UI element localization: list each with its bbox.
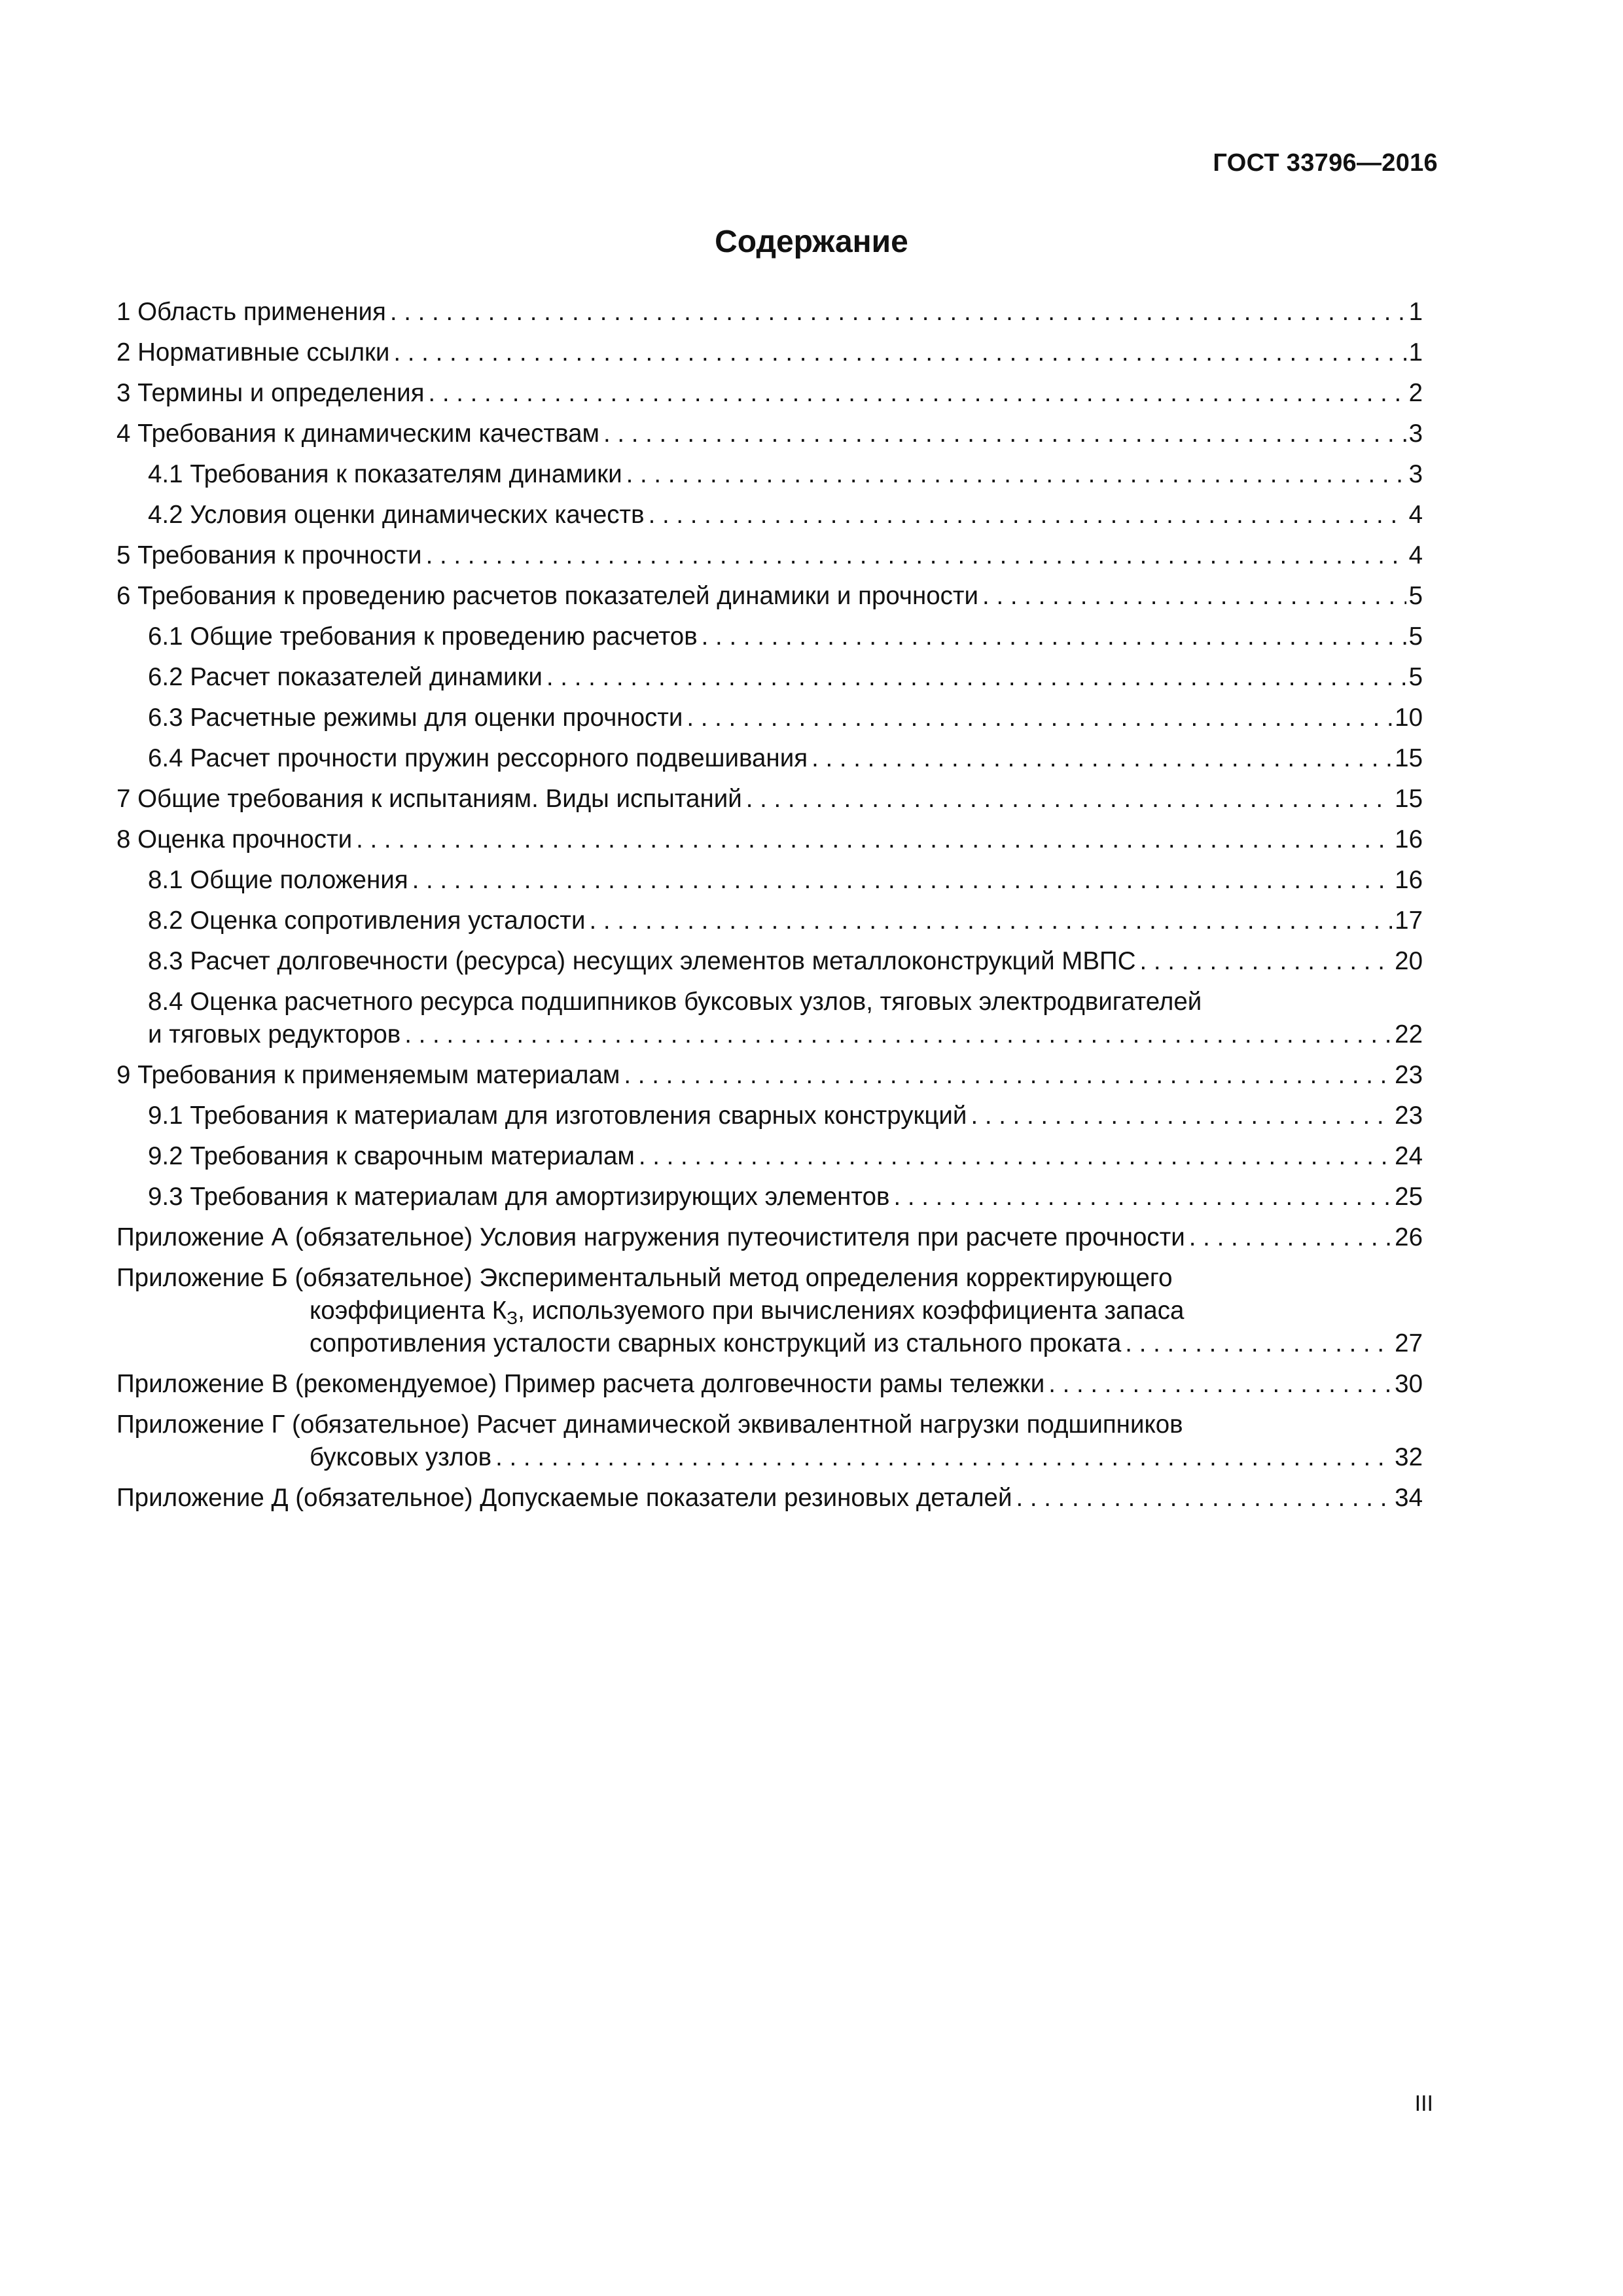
toc-appendix-entry[interactable] — [116, 1408, 1423, 1474]
leader-dots — [589, 905, 1392, 937]
toc-entry-page: 15 — [1395, 744, 1423, 772]
toc-entry-page: 30 — [1395, 1370, 1423, 1398]
leader-dots — [1048, 1368, 1392, 1401]
toc-entry-page: 25 — [1395, 1183, 1423, 1211]
toc-entry-text: 4.1 Требования к показателям динамики — [148, 460, 622, 488]
toc-entry[interactable] — [116, 377, 1423, 410]
toc-entry-text: 9 Требования к применяемым материалам — [116, 1061, 620, 1089]
toc-subentry[interactable] — [116, 1181, 1423, 1213]
toc-entry[interactable] — [116, 539, 1423, 572]
toc-entry-page: 17 — [1395, 906, 1423, 935]
leader-dots — [390, 296, 1406, 329]
document-code: ГОСТ 33796—2016 — [1213, 149, 1438, 177]
toc-entry-text: 8.1 Общие положения — [148, 866, 408, 894]
toc-subentry[interactable] — [116, 905, 1423, 937]
toc-entry[interactable] — [116, 783, 1423, 816]
toc-entry-text-cont: буксовых узлов — [310, 1443, 492, 1471]
toc-entry-text: 4 Требования к динамическим качествам — [116, 420, 599, 448]
toc-appendix-entry[interactable] — [116, 1262, 1423, 1360]
toc-entry[interactable] — [116, 1059, 1423, 1092]
toc-entry-page: 4 — [1408, 541, 1423, 569]
toc-entry-text-cont — [116, 1295, 1423, 1327]
toc-entry[interactable] — [116, 296, 1423, 329]
leader-dots — [1140, 945, 1393, 978]
toc-subentry[interactable] — [116, 1100, 1423, 1132]
toc-entry-text: 3 Термины и определения — [116, 379, 425, 407]
toc-entry-text: Приложение В (рекомендуемое) Пример расчета долговечности рамы тележки — [116, 1370, 1045, 1398]
toc-entry-page: 1 — [1408, 338, 1423, 367]
toc-entry-text: 8.3 Расчет долговечности (ресурса) несущих элементов металлоконструкций МВПС — [148, 947, 1136, 975]
toc-entry[interactable] — [116, 823, 1423, 856]
leader-dots — [393, 336, 1406, 369]
toc-entry-page: 32 — [1395, 1443, 1423, 1471]
toc-entry-page: 3 — [1408, 420, 1423, 448]
toc-entry-text: 6 Требования к проведению расчетов показателей динамики и прочности — [116, 582, 979, 610]
toc-entry[interactable] — [116, 580, 1423, 613]
toc-entry-text: 1 Область применения — [116, 298, 386, 326]
leader-dots — [1189, 1221, 1392, 1254]
coefficient-label: коэффициента К — [310, 1297, 507, 1325]
toc-entry-text: Приложение Г (обязательное) Расчет динамической эквивалентной нагрузки подшипников — [116, 1410, 1183, 1439]
toc-entry-page: 16 — [1395, 825, 1423, 853]
toc-entry-text: 5 Требования к прочности — [116, 541, 422, 569]
toc-appendix-entry[interactable] — [116, 1482, 1423, 1515]
toc-subentry[interactable] — [116, 661, 1423, 694]
leader-dots — [546, 661, 1406, 694]
toc-entry-page: 5 — [1408, 622, 1423, 651]
toc-entry-text: 8.4 Оценка расчетного ресурса подшипников буксовых узлов, тяговых электродвигателей — [148, 988, 1202, 1016]
table-of-contents — [116, 296, 1423, 1522]
leader-dots — [404, 1018, 1392, 1051]
toc-entry[interactable] — [116, 336, 1423, 369]
leader-dots — [971, 1100, 1392, 1132]
toc-entry-text: 9.3 Требования к материалам для амортизирующих элементов — [148, 1183, 890, 1211]
toc-appendix-entry[interactable] — [116, 1368, 1423, 1401]
leader-dots — [426, 539, 1406, 572]
leader-dots — [1016, 1482, 1392, 1515]
toc-entry-page: 34 — [1395, 1484, 1423, 1512]
leader-dots — [702, 620, 1406, 653]
toc-entry-page: 26 — [1395, 1223, 1423, 1251]
toc-entry-page: 16 — [1395, 866, 1423, 894]
leader-dots — [982, 580, 1406, 613]
toc-subentry[interactable] — [116, 499, 1423, 531]
leader-dots — [428, 377, 1406, 410]
toc-entry-text: 7 Общие требования к испытаниям. Виды испытаний — [116, 785, 742, 813]
toc-entry-page: 5 — [1408, 663, 1423, 691]
leader-dots — [893, 1181, 1392, 1213]
toc-entry-text-cont: и тяговых редукторов — [148, 1020, 401, 1049]
leader-dots — [1125, 1327, 1392, 1360]
toc-subentry[interactable] — [116, 864, 1423, 897]
toc-entry-text: 6.3 Расчетные режимы для оценки прочности — [148, 704, 683, 732]
toc-subentry[interactable] — [116, 945, 1423, 978]
toc-entry-text-cont-rest: , используемого при вычислениях коэффициента запаса — [518, 1297, 1185, 1325]
leader-dots — [687, 702, 1392, 734]
toc-entry-text: 6.2 Расчет показателей динамики — [148, 663, 543, 691]
toc-entry-page: 5 — [1408, 582, 1423, 610]
leader-dots — [812, 742, 1392, 775]
leader-dots — [746, 783, 1392, 816]
toc-entry-text: 9.2 Требования к сварочным материалам — [148, 1142, 635, 1170]
toc-entry-text: 6.1 Общие требования к проведению расчетов — [148, 622, 698, 651]
leader-dots — [649, 499, 1406, 531]
toc-title: Содержание — [715, 224, 908, 259]
toc-entry-page: 15 — [1395, 785, 1423, 813]
leader-dots — [412, 864, 1393, 897]
coefficient-subscript: З — [507, 1308, 518, 1328]
leader-dots — [495, 1441, 1392, 1474]
toc-entry-page: 22 — [1395, 1020, 1423, 1049]
toc-entry-page: 1 — [1408, 298, 1423, 326]
toc-entry-text: Приложение А (обязательное) Условия нагружения путеочистителя при расчете прочности — [116, 1223, 1185, 1251]
toc-entry-text: 8.2 Оценка сопротивления усталости — [148, 906, 586, 935]
toc-entry-page: 24 — [1395, 1142, 1423, 1170]
toc-entry-text: 2 Нормативные ссылки — [116, 338, 390, 367]
toc-entry-text: 9.1 Требования к материалам для изготовления сварных конструкций — [148, 1102, 967, 1130]
toc-subentry[interactable] — [116, 1140, 1423, 1173]
toc-subentry[interactable] — [116, 986, 1423, 1051]
toc-subentry[interactable] — [116, 742, 1423, 775]
leader-dots — [624, 1059, 1392, 1092]
toc-entry-page: 2 — [1408, 379, 1423, 407]
toc-subentry[interactable] — [116, 458, 1423, 491]
leader-dots — [603, 418, 1406, 450]
leader-dots — [626, 458, 1406, 491]
toc-entry-text: 6.4 Расчет прочности пружин рессорного подвешивания — [148, 744, 808, 772]
toc-entry[interactable] — [116, 418, 1423, 450]
toc-entry-text: Приложение Б (обязательное) Экспериментальный метод определения корректирующего — [116, 1264, 1173, 1292]
toc-entry-page: 4 — [1408, 501, 1423, 529]
toc-entry-page: 3 — [1408, 460, 1423, 488]
toc-entry-text-cont: сопротивления усталости сварных конструкций из стального проката — [310, 1329, 1122, 1357]
toc-entry-text: Приложение Д (обязательное) Допускаемые показатели резиновых деталей — [116, 1484, 1012, 1512]
toc-entry-text: 8 Оценка прочности — [116, 825, 353, 853]
toc-entry-page: 20 — [1395, 947, 1423, 975]
toc-appendix-entry[interactable] — [116, 1221, 1423, 1254]
leader-dots — [356, 823, 1392, 856]
leader-dots — [639, 1140, 1392, 1173]
toc-entry-page: 23 — [1395, 1061, 1423, 1089]
toc-entry-text: 4.2 Условия оценки динамических качеств — [148, 501, 645, 529]
toc-subentry[interactable] — [116, 620, 1423, 653]
toc-entry-page: 27 — [1395, 1329, 1423, 1357]
page-number: III — [1414, 2091, 1433, 2116]
toc-entry-page: 10 — [1395, 704, 1423, 732]
toc-entry-page: 23 — [1395, 1102, 1423, 1130]
toc-subentry[interactable] — [116, 702, 1423, 734]
